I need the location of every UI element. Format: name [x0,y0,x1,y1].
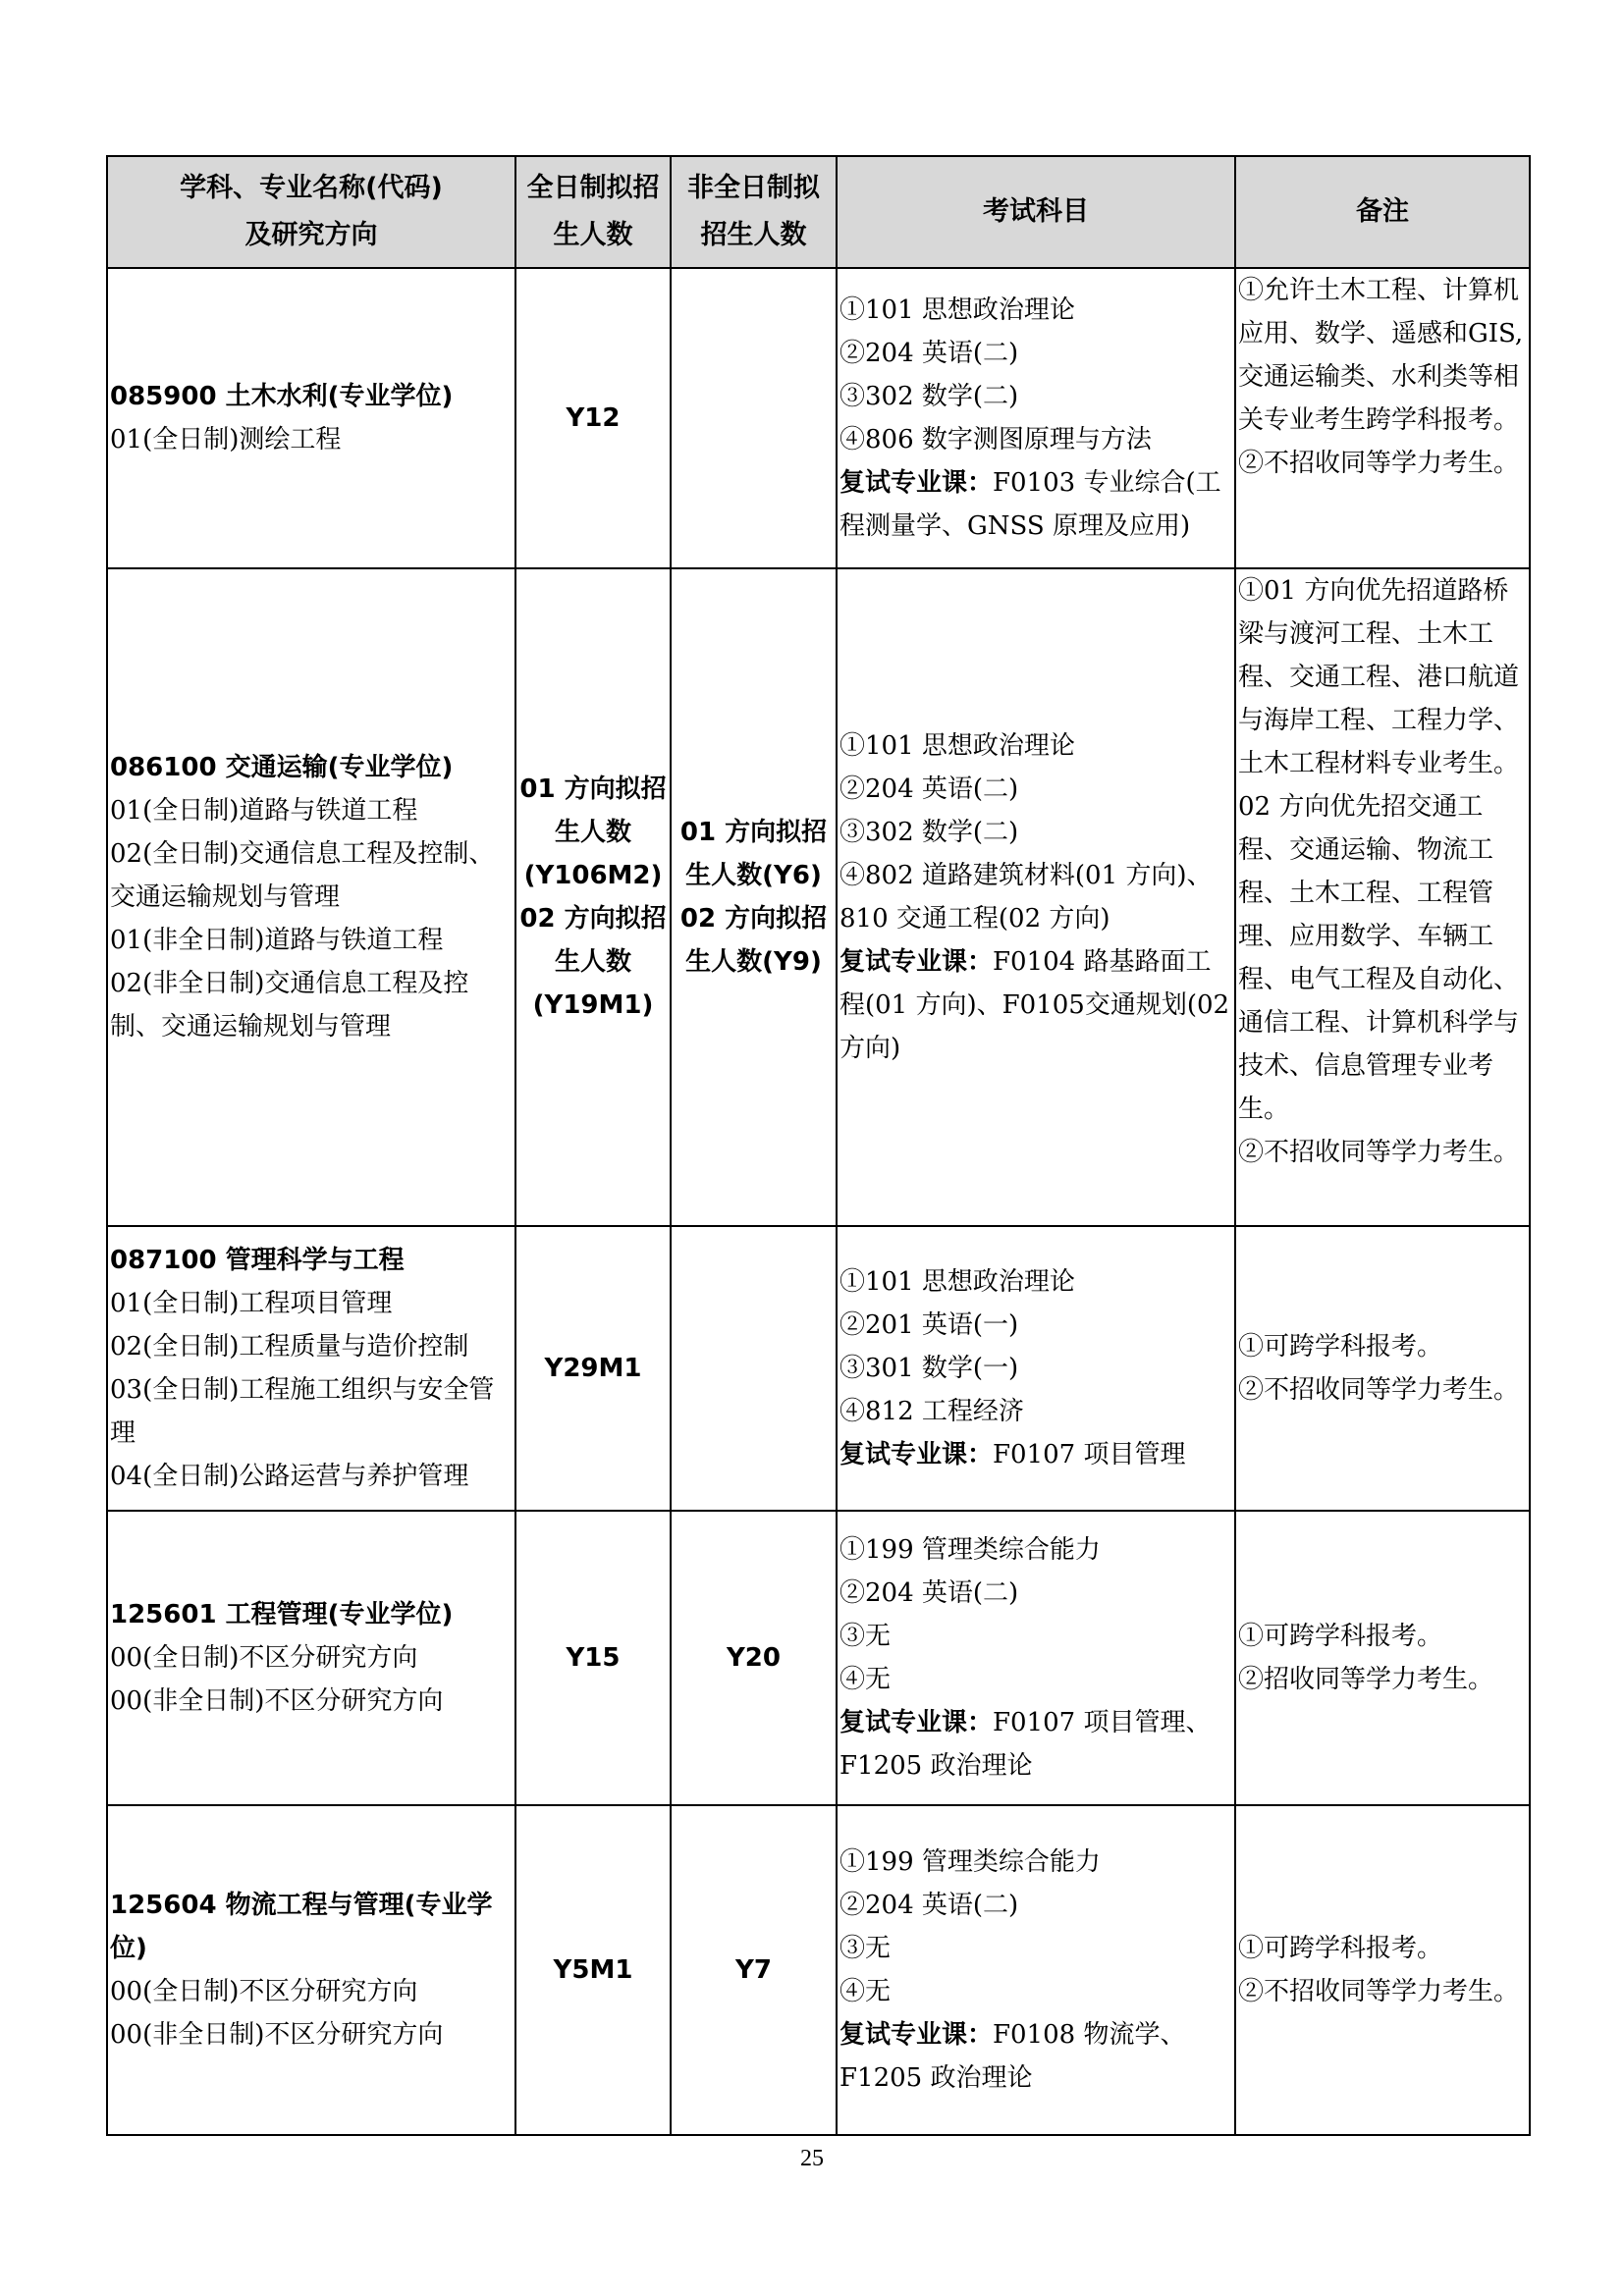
exam-item: ③301 数学(一) [839,1354,1019,1383]
major-title: 087100 管理科学与工程 [110,1246,405,1275]
retest-block [839,1708,1212,1781]
exam-item: ④802 道路建筑材料(01 方向)、810 交通工程(02 方向) [839,861,1213,934]
retest-text: F0107 项目管理、F1205 政治理论 [839,1708,1212,1781]
parttime-quota: Y20 [671,1511,837,1805]
exam-item: ④812 工程经济 [839,1397,1024,1426]
direction-item: 03(全日制)工程施工组织与安全管理 [110,1375,495,1448]
header-fulltime-line2: 生人数 [553,220,633,250]
direction-item: 00(非全日制)不区分研究方向 [110,2020,444,2050]
exam-item: ②204 英语(二) [839,774,1019,804]
fulltime-quota [515,568,671,1226]
retest-label: 复试专业课： [839,947,994,977]
quota-line: (Y106M2) [523,861,663,890]
retest-text: F0104 路基路面工程(01 方向)、F0105交通规划(02方向) [839,947,1230,1063]
header-fulltime [515,156,671,268]
exam-cell [837,1226,1235,1511]
table-row [107,1226,1530,1511]
quota-line: 生人数(Y9) [685,947,822,977]
table-row [107,568,1530,1226]
header-parttime-line1: 非全日制拟 [687,173,820,203]
retest-text: F0107 项目管理 [993,1440,1186,1469]
note-item: ①可跨学科报考。 [1238,1332,1443,1362]
notes-cell [1235,1511,1530,1805]
notes-cell [1235,1805,1530,2135]
exam-item: ①199 管理类综合能力 [839,1535,1101,1565]
retest-block [839,468,1221,541]
notes-cell [1235,268,1530,568]
quota-line: 生人数 [554,818,631,847]
exam-item: ②201 英语(一) [839,1310,1019,1340]
direction-item: 01(非全日制)道路与铁道工程 [110,926,444,955]
exam-item: ①101 思想政治理论 [839,1267,1075,1297]
note-item: ②不招收同等学力考生。 [1238,1977,1520,2006]
quota-line: 01 方向拟招 [679,818,828,847]
retest-block [839,947,1229,1063]
parttime-quota: Y7 [671,1805,837,2135]
quota-line: 生人数(Y6) [685,861,822,890]
exam-item: ②204 英语(二) [839,1891,1019,1920]
exam-cell [837,568,1235,1226]
exam-item: ②204 英语(二) [839,1578,1019,1608]
exam-item: ①101 思想政治理论 [839,295,1075,325]
direction-item: 04(全日制)公路运营与养护管理 [110,1462,469,1491]
exam-item: ②204 英语(二) [839,339,1019,368]
note-item: ②不招收同等学力考生。 [1238,1375,1520,1405]
fulltime-quota: Y29M1 [515,1226,671,1511]
exam-cell [837,268,1235,568]
exam-item: ③无 [839,1622,892,1651]
exam-item: ①101 思想政治理论 [839,731,1075,761]
note-item: ②不招收同等学力考生。 [1238,1138,1520,1167]
exam-item: ③302 数学(二) [839,382,1019,411]
direction-item: 01(全日制)道路与铁道工程 [110,796,418,826]
quota-line: 01 方向拟招 [519,774,667,804]
exam-item: ③302 数学(二) [839,818,1019,847]
exam-item: ③无 [839,1934,892,1963]
exam-item: ①199 管理类综合能力 [839,1847,1101,1877]
retest-block [839,1440,1186,1469]
parttime-quota [671,568,837,1226]
note-item: ①允许土木工程、计算机应用、数学、遥感和GIS,交通运输类、水利类等相关专业考生跨学科报考。 [1238,276,1524,435]
quota-line: 02 方向拟招 [679,904,828,934]
retest-label: 复试专业课： [839,1708,994,1737]
fulltime-quota: Y12 [515,268,671,568]
quota-line: 生人数 [554,947,631,977]
header-parttime-line2: 招生人数 [700,220,807,250]
page-number: 25 [800,2146,824,2171]
direction-item: 02(非全日制)交通信息工程及控制、交通运输规划与管理 [110,969,469,1041]
parttime-quota [671,1226,837,1511]
exam-cell [837,1805,1235,2135]
note-item: ①01 方向优先招道路桥梁与渡河工程、土木工程、交通工程、港口航道与海岸工程、工程力学、土木工程材料专业考生。02 方向优先招交通工程、交通运输、物流工程、土木工程、工程管理、应用数学、车辆工程、电气工程及自动化、通信工程、计算机科学与技术、信息管理专业考生。 [1238,576,1520,1124]
exam-cell [837,1511,1235,1805]
retest-label: 复试专业课： [839,1440,994,1469]
major-cell [107,1805,515,2135]
quota-line: 02 方向拟招 [519,904,667,934]
exam-item: ④无 [839,1977,892,2006]
table-row [107,1805,1530,2135]
direction-item: 02(全日制)工程质量与造价控制 [110,1332,469,1362]
major-title: 085900 土木水利(专业学位) [110,382,454,411]
note-item: ①可跨学科报考。 [1238,1934,1443,1963]
header-major [107,156,515,268]
header-exams: 考试科目 [837,156,1235,268]
major-title: 125601 工程管理(专业学位) [110,1600,454,1629]
major-cell [107,268,515,568]
header-notes: 备注 [1235,156,1530,268]
exam-item: ④806 数字测图原理与方法 [839,425,1152,454]
note-item: ②招收同等学力考生。 [1238,1665,1494,1694]
direction-item: 01(全日制)工程项目管理 [110,1289,393,1318]
retest-label: 复试专业课： [839,468,994,498]
header-major-line2: 及研究方向 [244,220,378,250]
admissions-table [106,155,1531,2136]
direction-item: 00(全日制)不区分研究方向 [110,1977,418,2006]
direction-item: 00(非全日制)不区分研究方向 [110,1686,444,1716]
major-title: 086100 交通运输(专业学位) [110,753,454,782]
parttime-quota [671,268,837,568]
retest-block [839,2020,1186,2093]
fulltime-quota: Y5M1 [515,1805,671,2135]
retest-text: F0103 专业综合(工程测量学、GNSS 原理及应用) [839,468,1221,541]
table-row [107,268,1530,568]
direction-item: 01(全日制)测绘工程 [110,425,342,454]
header-major-line1: 学科、专业名称(代码) [180,173,443,203]
notes-cell [1235,568,1530,1226]
header-fulltime-line1: 全日制拟招 [526,173,660,203]
note-item: ①可跨学科报考。 [1238,1622,1443,1651]
note-item: ②不招收同等学力考生。 [1238,449,1520,478]
fulltime-quota: Y15 [515,1511,671,1805]
notes-cell [1235,1226,1530,1511]
table-header-row [107,156,1530,268]
header-parttime [671,156,837,268]
major-cell [107,1226,515,1511]
exam-item: ④无 [839,1665,892,1694]
retest-label: 复试专业课： [839,2020,994,2050]
retest-text: F0108 物流学、F1205 政治理论 [839,2020,1186,2093]
table-row [107,1511,1530,1805]
direction-item: 00(全日制)不区分研究方向 [110,1643,418,1673]
direction-item: 02(全日制)交通信息工程及控制、交通运输规划与管理 [110,839,495,912]
major-cell [107,568,515,1226]
major-cell [107,1511,515,1805]
quota-line: (Y19M1) [532,990,654,1020]
major-title: 125604 物流工程与管理(专业学位) [110,1891,493,1963]
